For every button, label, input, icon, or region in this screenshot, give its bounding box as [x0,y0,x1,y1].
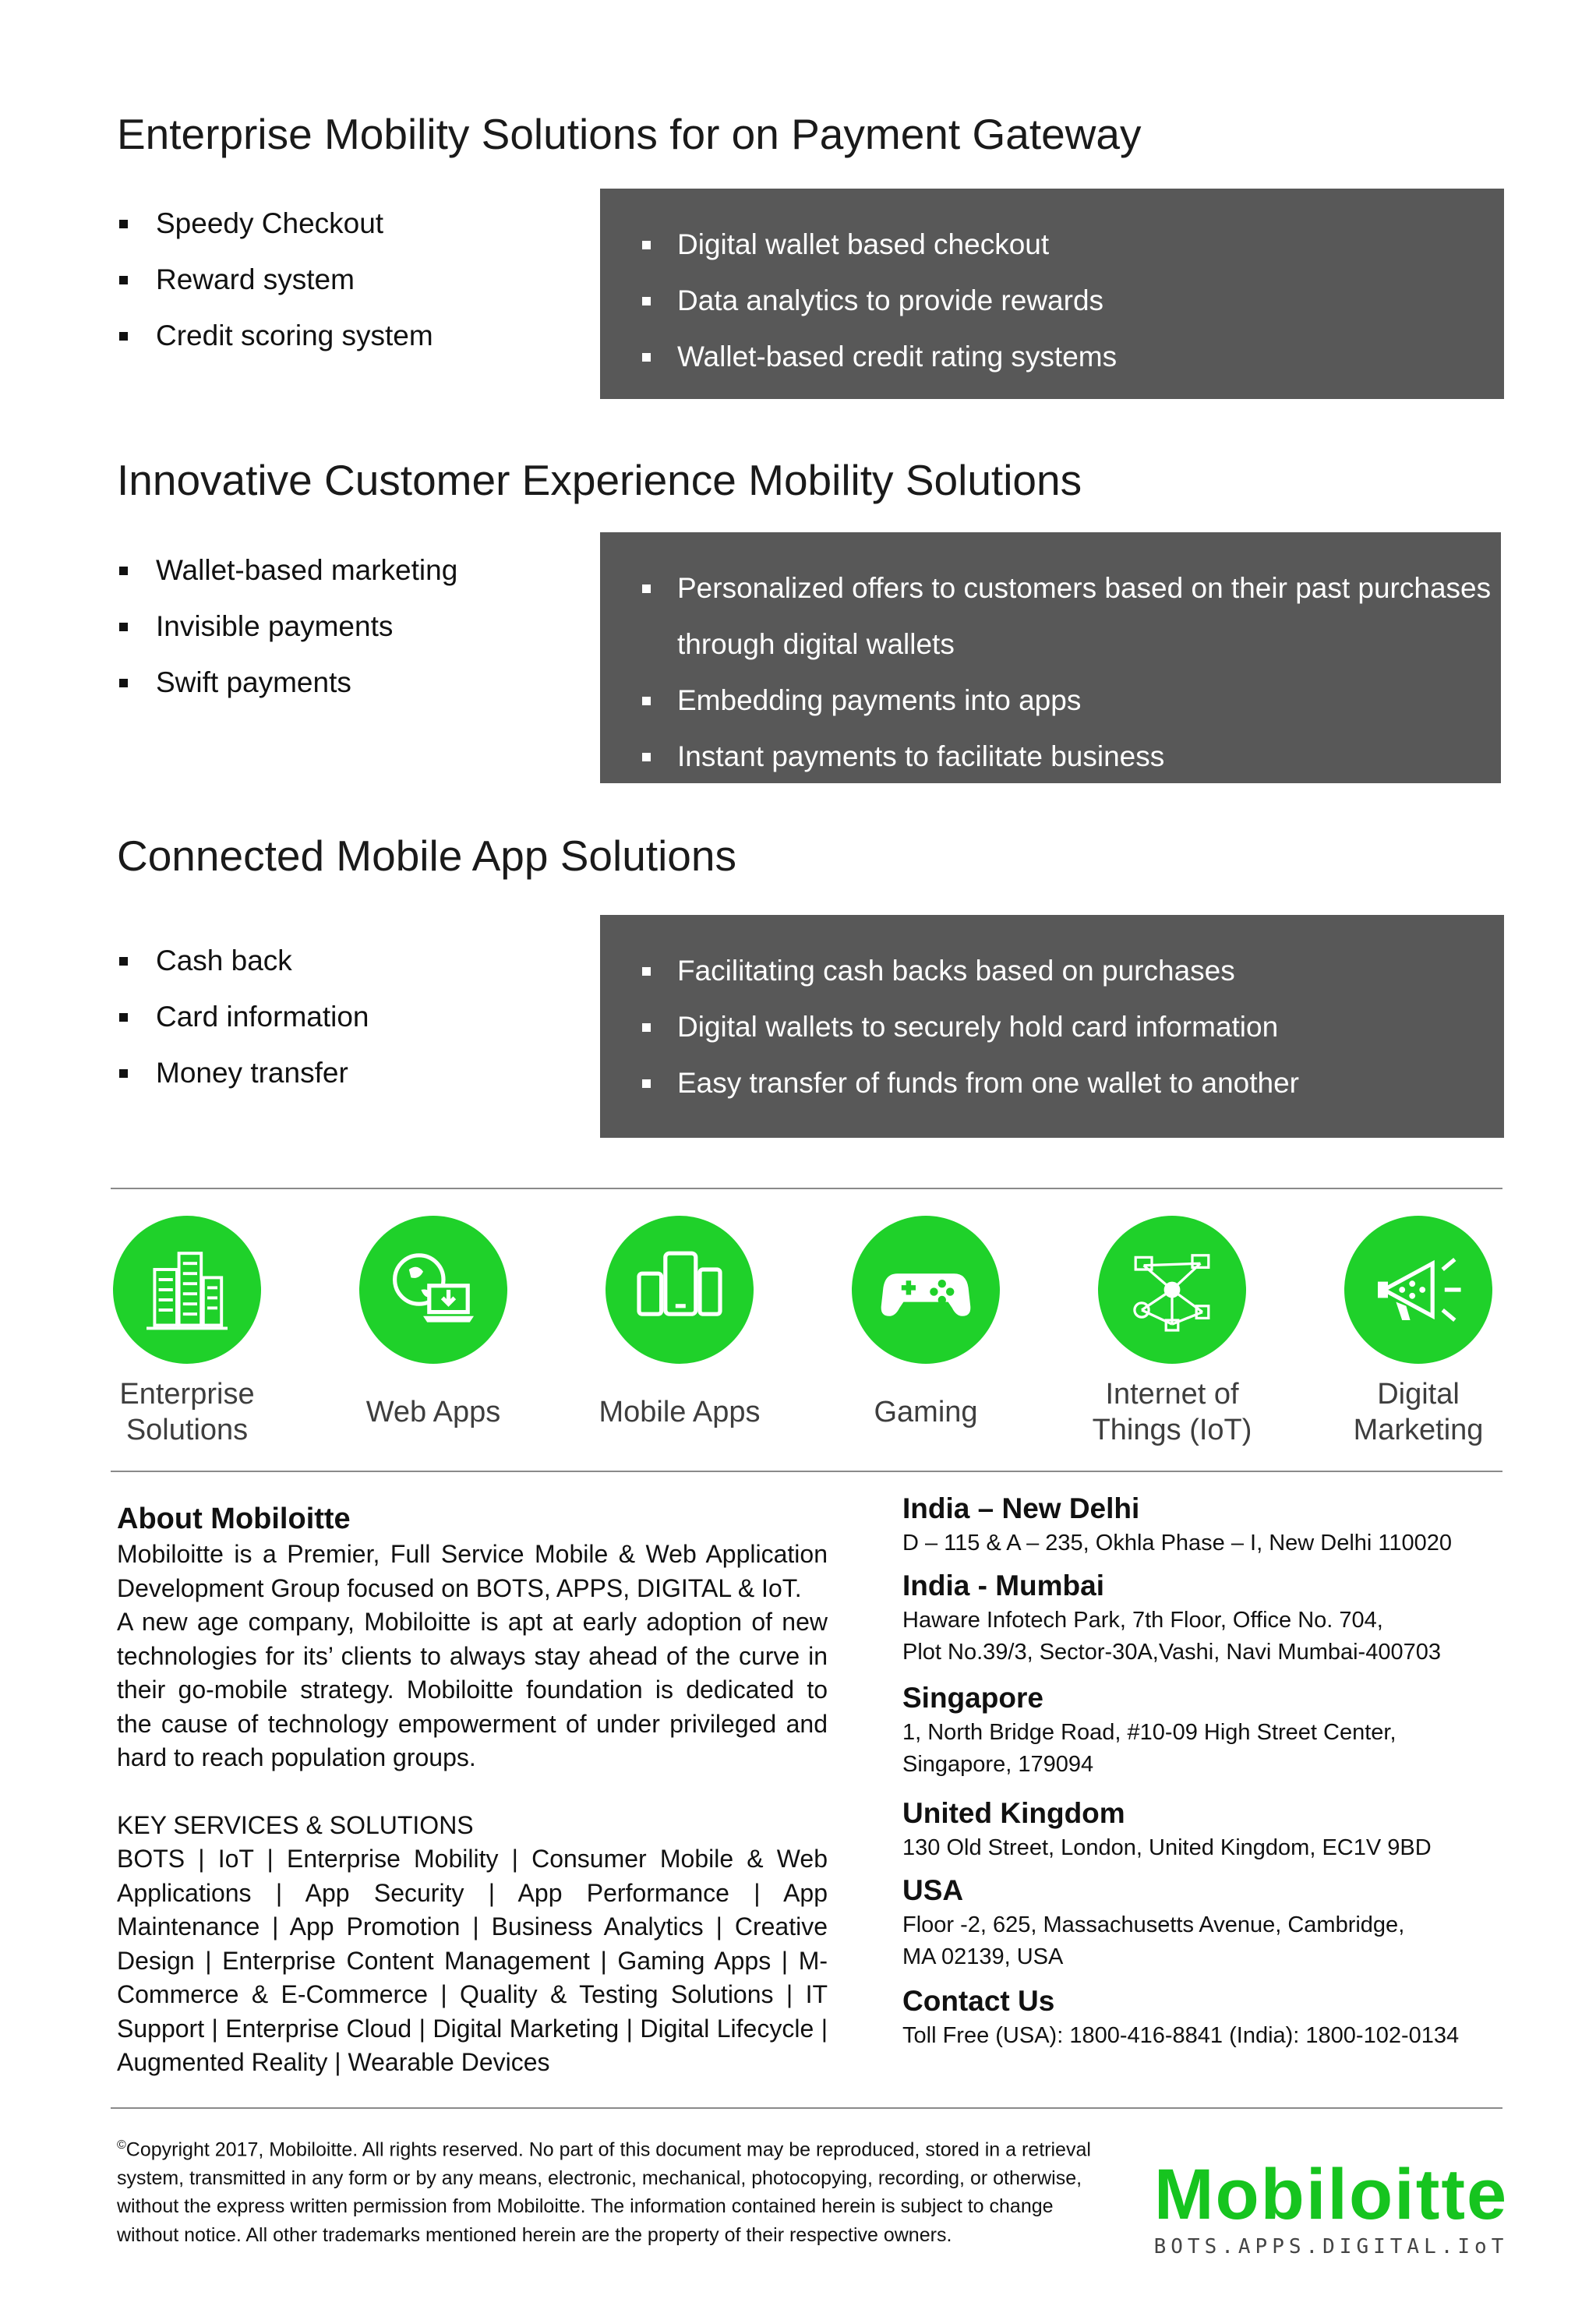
list-item: Wallet-based marketing [117,542,457,599]
list-item: Easy transfer of funds from one wallet to another [639,1055,1504,1111]
office-name: Contact Us [902,1985,1055,2017]
office-address: 130 Old Street, London, United Kingdom, EC1V 9BD [902,1835,1432,1860]
network-icon [1121,1239,1223,1340]
service-enterprise-solutions [70,1216,304,1448]
details-box [600,532,1501,783]
office-address: D – 115 & A – 235, Okhla Phase – I, New Delhi 110020 [902,1531,1453,1556]
office-block [902,1795,1518,1864]
feature-list [117,542,457,711]
gamepad-icon [875,1239,976,1340]
list-item: Digital wallets to securely hold card information [639,999,1504,1055]
copyright-text [117,2131,1091,2249]
divider [111,1471,1502,1472]
copyright-symbol: © [117,2138,126,2152]
details-box [600,915,1504,1138]
office-name: USA [902,1874,964,1906]
section-title: Connected Mobile App Solutions [117,832,736,880]
office-name: India - Mumbai [902,1570,1104,1601]
service-label: Digital Marketing [1353,1378,1484,1446]
about-heading: About Mobiloitte [117,1503,351,1535]
office-address: Toll Free (USA): 1800-416-8841 (India): 1800-102-0134 [902,2023,1460,2048]
service-label: Gaming [874,1396,978,1428]
feature-list [117,933,369,1101]
office-address: Floor -2, 625, Massachusetts Avenue, Cambridge, MA 02139, USA [902,1912,1405,1969]
list-item: Embedding payments into apps [639,673,1501,729]
list-item: Facilitating cash backs based on purchases [639,943,1504,999]
office-name: India – New Delhi [902,1492,1140,1524]
office-address: Haware Infotech Park, 7th Floor, Office No. 704, Plot No.39/3, Sector-30A,Vashi, Navi Mumbai-400703 [902,1608,1441,1665]
feature-list [117,196,433,364]
services-text: BOTS | IoT | Enterprise Mobility | Consumer Mobile & Web Applications | App Security | App Performance | App Maintenance | App Promotion | Business Analytics | Creative Design | Enterprise Content Management | Gaming Apps | M-Commerce & E-Commerce | Quality & Testing Solutions | IT Support | Enterprise Cloud | Digital Marketing | Digital Lifecycle | Augmented Reality | Wearable Devices [117,1845,828,2076]
list-item: Swift payments [117,655,457,711]
list-item: Money transfer [117,1045,369,1101]
service-mobile-apps [563,1216,796,1448]
service-label: Mobile Apps [598,1396,761,1428]
service-label: Web Apps [365,1396,501,1428]
service-iot [1055,1216,1289,1448]
list-item: Card information [117,989,369,1045]
list-item: Invisible payments [117,599,457,655]
about-paragraph: Mobiloitte is a Premier, Full Service Mobile & Web Application Development Group focused on BOTS, APPS, DIGITAL & IoT. [117,1540,828,1602]
list-item: Reward system [117,252,433,308]
globe-laptop-icon [383,1239,484,1340]
list-item: Instant payments to facilitate business [639,729,1501,785]
service-label: Internet of Things (IoT) [1092,1378,1252,1446]
service-label: Enterprise Solutions [119,1378,255,1446]
details-box [600,189,1504,399]
mobiloitte-logo [1152,2155,1510,2260]
office-block [902,1872,1518,1973]
service-web-apps [316,1216,550,1448]
list-item: Personalized offers to customers based on their past purchases through digital wallets [639,560,1501,673]
list-item: Speedy Checkout [117,196,433,252]
list-item: Digital wallet based checkout [639,217,1504,273]
office-block [902,1983,1518,2052]
office-block [902,1679,1518,1781]
section-title: Innovative Customer Experience Mobility Solutions [117,456,1082,504]
about-paragraph: A new age company, Mobiloitte is apt at early adoption of new technologies for its’ clients to always stay ahead of the curve in their go-mobile strategy. Mobiloitte foundation is dedicated to the cause of technology empowerment of under privileged and hard to reach population groups. [117,1608,828,1771]
section-title: Enterprise Mobility Solutions for on Payment Gateway [117,110,1142,158]
offices-section [902,1490,1518,2052]
list-item: Wallet-based credit rating systems [639,329,1504,385]
logo-tagline: BOTS.APPS.DIGITAL.IoT [1153,2235,1509,2258]
office-name: United Kingdom [902,1797,1125,1829]
services-heading: KEY SERVICES & SOLUTIONS [117,1810,474,1839]
office-address: 1, North Bridge Road, #10-09 High Street Center, Singapore, 179094 [902,1720,1396,1777]
about-section [117,1500,828,2080]
copyright-body: Copyright 2017, Mobiloitte. All rights reserved. No part of this document may be reproduced, stored in a retrieval system, transmitted in any form or by any means, electronic, mechanical, photocopying, recording, or otherwise, without the express written permission from Mobiloitte. The information contained herein is subject to change without notice. All other trademarks mentioned herein are the property of their respective owners. [117,2138,1091,2246]
office-name: Singapore [902,1682,1043,1714]
service-gaming [809,1216,1043,1448]
list-item: Data analytics to provide rewards [639,273,1504,329]
office-block [902,1567,1518,1669]
divider [111,2107,1502,2109]
buildings-icon [136,1239,238,1340]
logo-brand: Mobiloitte [1153,2155,1509,2234]
list-item: Credit scoring system [117,308,433,364]
list-item: Cash back [117,933,369,989]
megaphone-icon [1368,1239,1469,1340]
devices-icon [629,1239,730,1340]
office-block [902,1490,1518,1559]
service-digital-marketing [1301,1216,1535,1448]
divider [111,1188,1502,1189]
